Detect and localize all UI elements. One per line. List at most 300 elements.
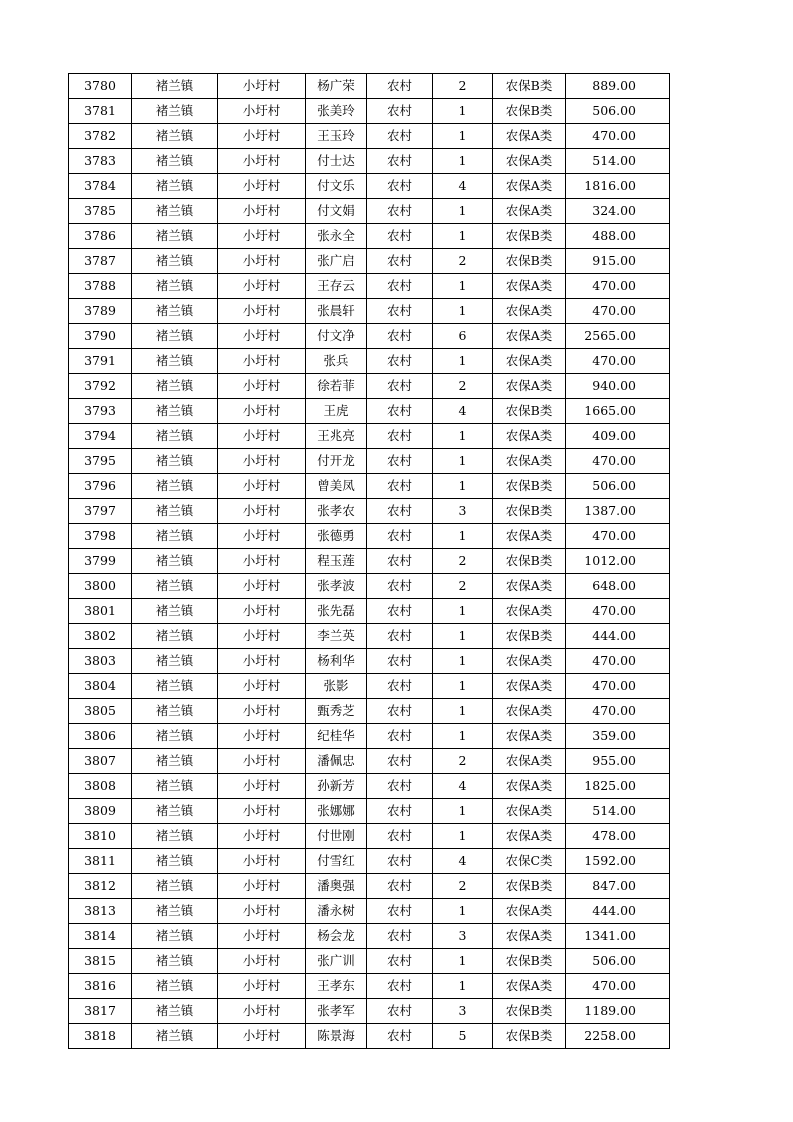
row-number-cell: 3802 [69,624,132,649]
row-number-cell: 3805 [69,699,132,724]
residence-type-cell: 农村 [367,874,433,899]
town-cell: 褚兰镇 [132,274,218,299]
amount-cell: 847.00 [566,874,670,899]
town-cell: 褚兰镇 [132,149,218,174]
amount-cell: 1816.00 [566,174,670,199]
table-row [69,999,670,1024]
household-count-cell: 1 [433,199,493,224]
row-number-cell: 3810 [69,824,132,849]
residence-type-cell: 农村 [367,699,433,724]
village-cell: 小圩村 [218,574,306,599]
table-row [69,249,670,274]
row-number-cell: 3812 [69,874,132,899]
village-cell: 小圩村 [218,599,306,624]
household-count-cell: 2 [433,74,493,99]
name-cell: 张广训 [306,949,367,974]
village-cell: 小圩村 [218,124,306,149]
town-cell: 褚兰镇 [132,499,218,524]
name-cell: 孙新芳 [306,774,367,799]
table-row [69,499,670,524]
household-count-cell: 4 [433,174,493,199]
row-number-cell: 3809 [69,799,132,824]
category-cell: 农保A类 [493,174,566,199]
row-number-cell: 3818 [69,1024,132,1049]
household-count-cell: 1 [433,899,493,924]
amount-cell: 444.00 [566,899,670,924]
category-cell: 农保A类 [493,274,566,299]
name-cell: 曾美凤 [306,474,367,499]
village-cell: 小圩村 [218,349,306,374]
town-cell: 褚兰镇 [132,899,218,924]
roster-body [69,74,670,1049]
table-row [69,649,670,674]
residence-type-cell: 农村 [367,124,433,149]
town-cell: 褚兰镇 [132,924,218,949]
town-cell: 褚兰镇 [132,849,218,874]
amount-cell: 470.00 [566,674,670,699]
town-cell: 褚兰镇 [132,624,218,649]
household-count-cell: 1 [433,274,493,299]
amount-cell: 470.00 [566,699,670,724]
town-cell: 褚兰镇 [132,224,218,249]
amount-cell: 470.00 [566,524,670,549]
village-cell: 小圩村 [218,449,306,474]
village-cell: 小圩村 [218,699,306,724]
name-cell: 纪桂华 [306,724,367,749]
row-number-cell: 3804 [69,674,132,699]
row-number-cell: 3783 [69,149,132,174]
household-count-cell: 1 [433,949,493,974]
name-cell: 李兰英 [306,624,367,649]
name-cell: 甄秀芝 [306,699,367,724]
row-number-cell: 3808 [69,774,132,799]
amount-cell: 488.00 [566,224,670,249]
village-cell: 小圩村 [218,924,306,949]
amount-cell: 1189.00 [566,999,670,1024]
category-cell: 农保A类 [493,924,566,949]
household-count-cell: 2 [433,574,493,599]
household-count-cell: 1 [433,824,493,849]
amount-cell: 470.00 [566,974,670,999]
residence-type-cell: 农村 [367,824,433,849]
amount-cell: 470.00 [566,349,670,374]
village-cell: 小圩村 [218,949,306,974]
residence-type-cell: 农村 [367,924,433,949]
category-cell: 农保C类 [493,849,566,874]
household-count-cell: 4 [433,849,493,874]
table-row [69,174,670,199]
amount-cell: 478.00 [566,824,670,849]
table-row [69,724,670,749]
row-number-cell: 3797 [69,499,132,524]
name-cell: 王虎 [306,399,367,424]
amount-cell: 915.00 [566,249,670,274]
row-number-cell: 3784 [69,174,132,199]
residence-type-cell: 农村 [367,974,433,999]
town-cell: 褚兰镇 [132,974,218,999]
row-number-cell: 3799 [69,549,132,574]
household-count-cell: 1 [433,449,493,474]
village-cell: 小圩村 [218,849,306,874]
category-cell: 农保A类 [493,899,566,924]
village-cell: 小圩村 [218,824,306,849]
residence-type-cell: 农村 [367,399,433,424]
table-row [69,449,670,474]
row-number-cell: 3800 [69,574,132,599]
table-row [69,424,670,449]
household-count-cell: 1 [433,674,493,699]
village-cell: 小圩村 [218,149,306,174]
town-cell: 褚兰镇 [132,874,218,899]
row-number-cell: 3813 [69,899,132,924]
household-count-cell: 3 [433,924,493,949]
row-number-cell: 3807 [69,749,132,774]
household-count-cell: 6 [433,324,493,349]
residence-type-cell: 农村 [367,674,433,699]
amount-cell: 2258.00 [566,1024,670,1049]
table-row [69,99,670,124]
village-cell: 小圩村 [218,474,306,499]
category-cell: 农保A类 [493,374,566,399]
village-cell: 小圩村 [218,799,306,824]
residence-type-cell: 农村 [367,224,433,249]
residence-type-cell: 农村 [367,274,433,299]
row-number-cell: 3794 [69,424,132,449]
town-cell: 褚兰镇 [132,674,218,699]
town-cell: 褚兰镇 [132,124,218,149]
table-row [69,549,670,574]
town-cell: 褚兰镇 [132,449,218,474]
category-cell: 农保B类 [493,499,566,524]
household-count-cell: 4 [433,774,493,799]
residence-type-cell: 农村 [367,174,433,199]
household-count-cell: 1 [433,699,493,724]
category-cell: 农保A类 [493,724,566,749]
household-count-cell: 1 [433,424,493,449]
residence-type-cell: 农村 [367,574,433,599]
amount-cell: 506.00 [566,949,670,974]
household-count-cell: 1 [433,349,493,374]
table-row [69,224,670,249]
residence-type-cell: 农村 [367,524,433,549]
residence-type-cell: 农村 [367,299,433,324]
household-count-cell: 2 [433,549,493,574]
row-number-cell: 3816 [69,974,132,999]
town-cell: 褚兰镇 [132,649,218,674]
residence-type-cell: 农村 [367,424,433,449]
category-cell: 农保A类 [493,599,566,624]
town-cell: 褚兰镇 [132,299,218,324]
name-cell: 张孝波 [306,574,367,599]
category-cell: 农保B类 [493,99,566,124]
table-row [69,124,670,149]
name-cell: 付文净 [306,324,367,349]
table-row [69,399,670,424]
household-count-cell: 1 [433,224,493,249]
household-count-cell: 1 [433,124,493,149]
residence-type-cell: 农村 [367,749,433,774]
residence-type-cell: 农村 [367,549,433,574]
table-row [69,324,670,349]
town-cell: 褚兰镇 [132,524,218,549]
row-number-cell: 3787 [69,249,132,274]
village-cell: 小圩村 [218,74,306,99]
village-cell: 小圩村 [218,974,306,999]
town-cell: 褚兰镇 [132,824,218,849]
residence-type-cell: 农村 [367,99,433,124]
village-cell: 小圩村 [218,724,306,749]
amount-cell: 889.00 [566,74,670,99]
category-cell: 农保B类 [493,874,566,899]
town-cell: 褚兰镇 [132,399,218,424]
table-row [69,374,670,399]
table-row [69,599,670,624]
table-row [69,624,670,649]
name-cell: 张美玲 [306,99,367,124]
name-cell: 付雪红 [306,849,367,874]
amount-cell: 1665.00 [566,399,670,424]
amount-cell: 1341.00 [566,924,670,949]
row-number-cell: 3817 [69,999,132,1024]
household-count-cell: 1 [433,599,493,624]
row-number-cell: 3792 [69,374,132,399]
name-cell: 王兆亮 [306,424,367,449]
category-cell: 农保A类 [493,649,566,674]
row-number-cell: 3795 [69,449,132,474]
household-count-cell: 1 [433,799,493,824]
row-number-cell: 3790 [69,324,132,349]
residence-type-cell: 农村 [367,1024,433,1049]
village-cell: 小圩村 [218,374,306,399]
category-cell: 农保B类 [493,949,566,974]
residence-type-cell: 农村 [367,474,433,499]
village-cell: 小圩村 [218,624,306,649]
table-row [69,574,670,599]
row-number-cell: 3815 [69,949,132,974]
name-cell: 王玉玲 [306,124,367,149]
name-cell: 张娜娜 [306,799,367,824]
row-number-cell: 3786 [69,224,132,249]
amount-cell: 506.00 [566,99,670,124]
category-cell: 农保A类 [493,774,566,799]
row-number-cell: 3803 [69,649,132,674]
household-count-cell: 2 [433,749,493,774]
category-cell: 农保A类 [493,824,566,849]
village-cell: 小圩村 [218,674,306,699]
amount-cell: 324.00 [566,199,670,224]
table-row [69,974,670,999]
village-cell: 小圩村 [218,224,306,249]
roster-table [68,73,670,1049]
name-cell: 王存云 [306,274,367,299]
table-row [69,749,670,774]
residence-type-cell: 农村 [367,999,433,1024]
name-cell: 付世刚 [306,824,367,849]
town-cell: 褚兰镇 [132,474,218,499]
name-cell: 张孝农 [306,499,367,524]
name-cell: 付开龙 [306,449,367,474]
table-row [69,699,670,724]
amount-cell: 648.00 [566,574,670,599]
name-cell: 潘永树 [306,899,367,924]
household-count-cell: 1 [433,99,493,124]
village-cell: 小圩村 [218,1024,306,1049]
amount-cell: 940.00 [566,374,670,399]
residence-type-cell: 农村 [367,249,433,274]
amount-cell: 2565.00 [566,324,670,349]
row-number-cell: 3814 [69,924,132,949]
residence-type-cell: 农村 [367,199,433,224]
town-cell: 褚兰镇 [132,699,218,724]
household-count-cell: 1 [433,624,493,649]
category-cell: 农保A类 [493,424,566,449]
town-cell: 褚兰镇 [132,949,218,974]
category-cell: 农保A类 [493,674,566,699]
village-cell: 小圩村 [218,499,306,524]
table-row [69,774,670,799]
residence-type-cell: 农村 [367,774,433,799]
amount-cell: 1387.00 [566,499,670,524]
category-cell: 农保B类 [493,474,566,499]
amount-cell: 514.00 [566,799,670,824]
category-cell: 农保A类 [493,799,566,824]
category-cell: 农保B类 [493,224,566,249]
row-number-cell: 3811 [69,849,132,874]
household-count-cell: 2 [433,249,493,274]
amount-cell: 470.00 [566,449,670,474]
village-cell: 小圩村 [218,99,306,124]
town-cell: 褚兰镇 [132,99,218,124]
household-count-cell: 2 [433,374,493,399]
table-row [69,199,670,224]
table-row [69,849,670,874]
village-cell: 小圩村 [218,174,306,199]
row-number-cell: 3780 [69,74,132,99]
amount-cell: 470.00 [566,274,670,299]
town-cell: 褚兰镇 [132,774,218,799]
town-cell: 褚兰镇 [132,424,218,449]
table-row [69,949,670,974]
household-count-cell: 3 [433,999,493,1024]
residence-type-cell: 农村 [367,649,433,674]
category-cell: 农保A类 [493,149,566,174]
village-cell: 小圩村 [218,549,306,574]
town-cell: 褚兰镇 [132,349,218,374]
category-cell: 农保B类 [493,74,566,99]
category-cell: 农保A类 [493,974,566,999]
residence-type-cell: 农村 [367,599,433,624]
village-cell: 小圩村 [218,199,306,224]
category-cell: 农保B类 [493,624,566,649]
amount-cell: 470.00 [566,599,670,624]
amount-cell: 470.00 [566,124,670,149]
table-row [69,474,670,499]
residence-type-cell: 农村 [367,799,433,824]
name-cell: 杨会龙 [306,924,367,949]
village-cell: 小圩村 [218,899,306,924]
table-row [69,899,670,924]
name-cell: 付文娟 [306,199,367,224]
residence-type-cell: 农村 [367,74,433,99]
table-row [69,299,670,324]
category-cell: 农保B类 [493,249,566,274]
table-row [69,824,670,849]
village-cell: 小圩村 [218,399,306,424]
row-number-cell: 3798 [69,524,132,549]
row-number-cell: 3801 [69,599,132,624]
amount-cell: 514.00 [566,149,670,174]
category-cell: 农保B类 [493,999,566,1024]
household-count-cell: 1 [433,724,493,749]
amount-cell: 955.00 [566,749,670,774]
village-cell: 小圩村 [218,424,306,449]
household-count-cell: 1 [433,299,493,324]
name-cell: 付文乐 [306,174,367,199]
row-number-cell: 3782 [69,124,132,149]
category-cell: 农保A类 [493,324,566,349]
name-cell: 程玉莲 [306,549,367,574]
amount-cell: 409.00 [566,424,670,449]
name-cell: 张永全 [306,224,367,249]
row-number-cell: 3788 [69,274,132,299]
name-cell: 张兵 [306,349,367,374]
amount-cell: 470.00 [566,299,670,324]
row-number-cell: 3785 [69,199,132,224]
category-cell: 农保A类 [493,124,566,149]
residence-type-cell: 农村 [367,499,433,524]
row-number-cell: 3791 [69,349,132,374]
category-cell: 农保A类 [493,349,566,374]
name-cell: 张广启 [306,249,367,274]
town-cell: 褚兰镇 [132,74,218,99]
village-cell: 小圩村 [218,649,306,674]
amount-cell: 506.00 [566,474,670,499]
amount-cell: 1825.00 [566,774,670,799]
residence-type-cell: 农村 [367,949,433,974]
town-cell: 褚兰镇 [132,599,218,624]
category-cell: 农保B类 [493,1024,566,1049]
residence-type-cell: 农村 [367,624,433,649]
household-count-cell: 1 [433,649,493,674]
village-cell: 小圩村 [218,874,306,899]
row-number-cell: 3793 [69,399,132,424]
category-cell: 农保A类 [493,749,566,774]
household-count-cell: 2 [433,874,493,899]
table-row [69,1024,670,1049]
row-number-cell: 3806 [69,724,132,749]
name-cell: 付士达 [306,149,367,174]
town-cell: 褚兰镇 [132,324,218,349]
row-number-cell: 3789 [69,299,132,324]
name-cell: 潘奥强 [306,874,367,899]
table-row [69,524,670,549]
category-cell: 农保A类 [493,699,566,724]
table-row [69,874,670,899]
row-number-cell: 3781 [69,99,132,124]
name-cell: 王孝东 [306,974,367,999]
category-cell: 农保A类 [493,524,566,549]
village-cell: 小圩村 [218,524,306,549]
name-cell: 徐若菲 [306,374,367,399]
name-cell: 潘佩忠 [306,749,367,774]
row-number-cell: 3796 [69,474,132,499]
category-cell: 农保A类 [493,574,566,599]
town-cell: 褚兰镇 [132,724,218,749]
village-cell: 小圩村 [218,274,306,299]
household-count-cell: 1 [433,149,493,174]
amount-cell: 1592.00 [566,849,670,874]
name-cell: 张先磊 [306,599,367,624]
